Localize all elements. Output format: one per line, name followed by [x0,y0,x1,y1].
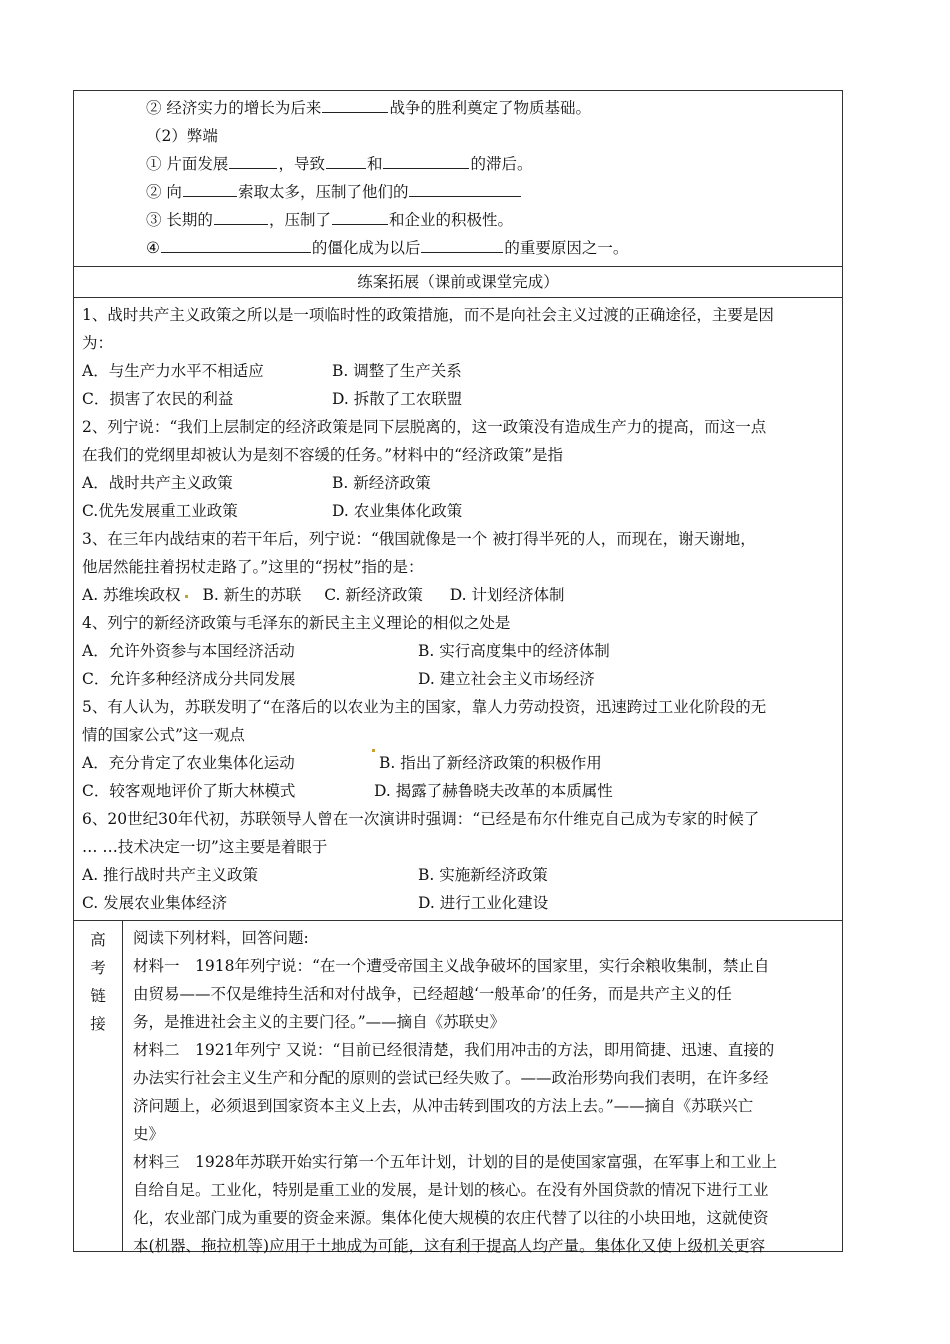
text: 的僵化成为以后 [311,239,421,257]
option-d[interactable]: D. 计划经济体制 [449,586,565,604]
worksheet [73,90,843,1255]
option-c[interactable]: C. 新经济政策 [324,586,423,604]
blank-field[interactable] [183,179,237,197]
text: 战争的胜利奠定了物质基础。 [389,99,591,117]
material-1 [133,952,834,1036]
gaokao-content [123,921,842,1255]
material-line: 史》 [133,1125,165,1143]
option-d[interactable]: D. 揭露了赫鲁晓夫改革的本质属性 [374,782,613,800]
blank-field[interactable] [332,207,388,225]
text: 和企业的积极性。 [388,211,513,229]
material-line: 务，是推进社会主义的主要门径。”——摘自《苏联史》 [133,1013,506,1031]
material-line: 济问题上，必须退到国家资本主义上去，从冲击转到围攻的方法上去。”——摘自《苏联兴亡 [133,1097,754,1115]
point-line-3 [146,150,842,178]
gaokao-intro: 阅读下列材料，回答问题: [133,929,309,947]
practice-header-row [73,266,843,297]
option-c[interactable]: C．较客观地评价了斯大林模式 [82,782,296,800]
text: ，导致 [278,155,325,173]
side-char: 考 [90,959,106,977]
material-line: 材料二 1921年列宁 又说：“目前已经很清楚，我们用冲击的方法，即用简捷、迅速、直接的 [133,1041,775,1059]
blank-field[interactable] [383,151,469,169]
material-line: 材料一 1918年列宁说：“在一个遭受帝国主义战争破坏的国家里，实行余粮收集制，禁止自 [133,957,770,975]
option-c[interactable]: C.优先发展重工业政策 [82,502,238,520]
question-6-line: 6、20世纪30年代初，苏联领导人曾在一次演讲时强调：“已经是布尔什维克自己成为专家的时候了 [82,810,760,828]
option-c[interactable]: C. 发展农业集体经济 [82,894,228,912]
highlight-mark [185,595,188,598]
question-6-options [82,861,834,889]
material-line: 办法实行社会主义生产和分配的原则的尝试已经失败了。——政治形势向我们表明，在许多经 [133,1069,769,1087]
question-1-options [82,357,834,385]
question-4-line: 4、列宁的新经济政策与毛泽东的新民主主义理论的相似之处是 [82,614,511,632]
side-char: 接 [90,1015,106,1033]
material-line: 自给自足。工业化，特别是重工业的发展，是计划的核心。在没有外国贷款的情况下进行工业 [133,1181,769,1199]
option-a[interactable]: A．与生产力水平不相适应 [82,362,264,380]
question-2-options [82,497,834,525]
blank-field[interactable] [409,179,521,197]
material-line: 材料三 1928年苏联开始实行第一个五年计划，计划的目的是使国家富强，在军事上和工业上 [133,1153,777,1171]
option-b[interactable]: B. 新经济政策 [332,474,431,492]
text: 索取太多，压制了他们的 [237,183,409,201]
question-6-line: … …技术决定一切”这主要是着眼于 [82,838,328,856]
question-4-options [82,665,834,693]
text: 的重要原因之一。 [504,239,629,257]
option-d[interactable]: D. 拆散了工农联盟 [332,390,463,408]
option-b[interactable]: B. 实行高度集中的经济体制 [418,642,610,660]
question-1-line: 1、战时共产主义政策之所以是一项临时性的政策措施，而不是向社会主义过渡的正确途径，主要是因 [82,306,774,324]
question-1-options [82,385,834,413]
option-c[interactable]: C．允许多种经济成分共同发展 [82,670,296,688]
drawbacks-heading: （2）弊端 [146,127,218,145]
material-3 [133,1148,834,1260]
practice-questions [73,297,843,920]
blank-field[interactable] [421,235,503,253]
option-d[interactable]: D. 农业集体化政策 [332,502,463,520]
question-5-options [82,777,834,805]
highlight-mark [372,749,375,752]
side-char: 高 [90,931,106,949]
material-2 [133,1036,834,1148]
gaokao-section [73,920,843,1255]
question-2-line: 2、列宁说：“我们上层制定的经济政策是同下层脱离的，这一政策没有造成生产力的提高，而这一点 [82,418,767,436]
question-6-options [82,889,834,917]
option-c[interactable]: C．损害了农民的利益 [82,390,234,408]
side-char: 链 [90,987,106,1005]
text: 和 [366,155,383,173]
option-b[interactable]: B. 实施新经济政策 [418,866,548,884]
option-b[interactable]: B. 指出了新经济政策的积极作用 [379,754,602,772]
option-a[interactable]: A. 苏维埃政权 [82,586,181,604]
text: ① 片面发展 [146,155,229,173]
point-line-4 [146,178,842,206]
question-2-options [82,469,834,497]
text: ② 向 [146,183,182,201]
material-line: 本(机器、拖拉机等)应用于土地成为可能，这有利于提高人均产量。集体化又使上级机关更容 [133,1237,766,1255]
text: ，压制了 [268,211,331,229]
material-line: 化，农业部门成为重要的资金来源。集体化使大规模的农庄代替了以往的小块田地，这就使资 [133,1209,769,1227]
blank-field[interactable] [322,95,388,113]
text: ② 经济实力的增长为后来 [146,99,322,117]
point-line-5 [146,206,842,234]
option-a[interactable]: A. 推行战时共产主义政策 [82,866,259,884]
point-line-1 [146,94,842,122]
option-b[interactable]: B. 新生的苏联 [202,586,302,604]
question-4-options [82,637,834,665]
material-line: 由贸易——不仅是维持生活和对付战争，已经超越‘一般革命’的任务，而是共产主义的任 [133,985,732,1003]
gaokao-side-label [74,921,123,1251]
text: ③ 长期的 [146,211,213,229]
question-3-line: 他居然能拄着拐杖走路了。”这里的“拐杖”指的是： [82,558,424,576]
blank-field[interactable] [326,151,366,169]
practice-header: 练案拓展（课前或课堂完成） [357,273,559,291]
option-d[interactable]: D. 进行工业化建设 [418,894,549,912]
question-3-line: 3、在三年内战结束的若干年后，列宁说：“俄国就像是一个 被打得半死的人，而现在，谢天谢地， [82,530,756,548]
blank-field[interactable] [214,207,268,225]
text: ④ [146,239,160,257]
option-b[interactable]: B. 调整了生产关系 [332,362,462,380]
option-a[interactable]: A．充分肯定了农业集体化运动 [82,754,295,772]
option-a[interactable]: A．战时共产主义政策 [82,474,233,492]
question-5-line: 情的国家公式”这一观点 [82,726,245,744]
text: 的滞后。 [470,155,533,173]
question-3-options [82,581,834,609]
option-d[interactable]: D. 建立社会主义市场经济 [418,670,595,688]
point-line-6 [146,234,842,262]
option-a[interactable]: A．允许外资参与本国经济活动 [82,642,295,660]
question-5-line: 5、有人认为，苏联发明了“在落后的以农业为主的国家，靠人力劳动投资，迅速跨过工业化阶段的无 [82,698,767,716]
blank-field[interactable] [229,151,277,169]
question-5-options [82,749,834,777]
question-1-line: 为： [82,334,114,352]
blank-field[interactable] [161,235,311,253]
question-2-line: 在我们的党纲里却被认为是刻不容缓的任务。”材料中的“经济政策”是指 [82,446,564,464]
review-section [73,90,843,266]
